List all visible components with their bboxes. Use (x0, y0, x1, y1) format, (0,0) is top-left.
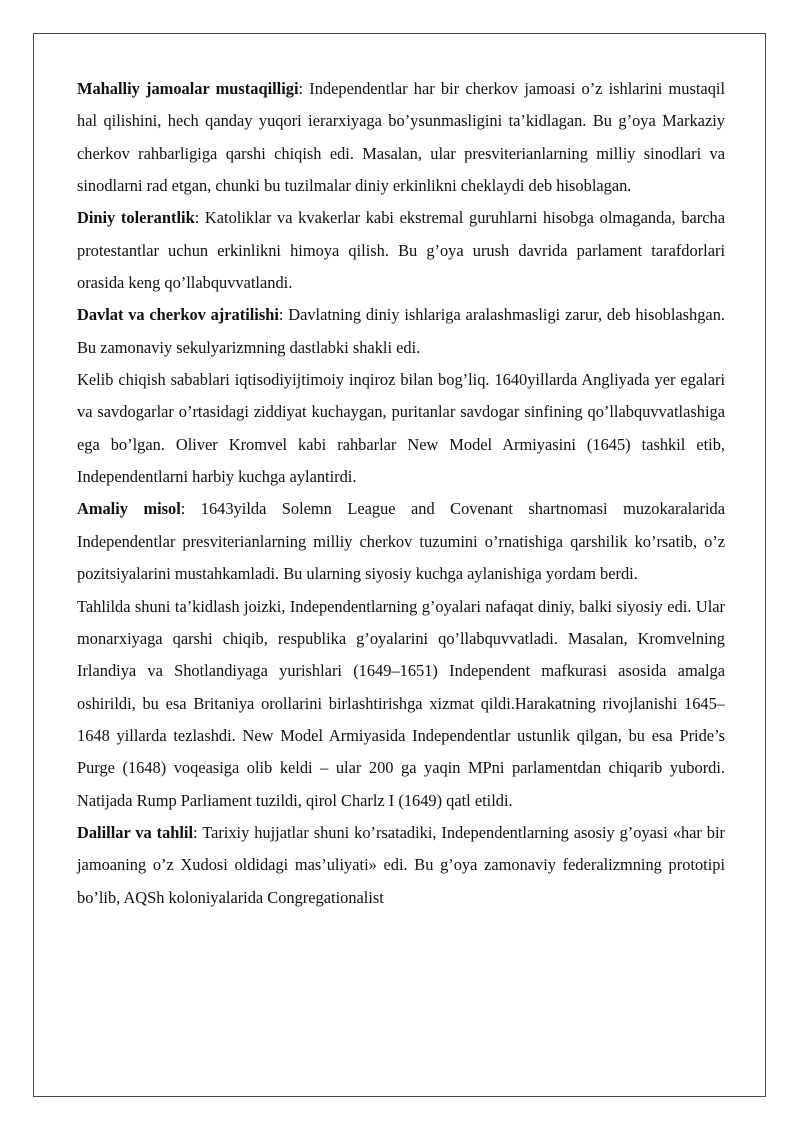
paragraph-text: : 1643yilda Solemn League and Covenant shartnomasi muzokaralarida Independentlar presviterianlarning milliy cherkov tuzumini o’rnatishiga qarshilik ko’rsatib, o’z pozitsiyalarini mustahkamladi. Bu ularning siyosiy kuchga aylanishiga yordam berdi. (77, 499, 725, 584)
paragraph-term: Amaliy misol (77, 499, 181, 519)
paragraph-davlat-cherkov (77, 299, 725, 364)
document-body (77, 73, 725, 914)
paragraph-text: : Katoliklar va kvakerlar kabi ekstremal guruhlarni hisobga olmaganda, barcha protestantlar uchun erkinlikni himoya qilish. Bu g’oya urush davrida parlament tarafdorlari orasida keng qo’llabquvvatlandi. (77, 208, 725, 293)
paragraph-mahalliy-jamoalar (77, 73, 725, 202)
paragraph-kelib-chiqish (77, 364, 725, 493)
paragraph-text: : Davlatning diniy ishlariga aralashmasligi zarur, deb hisoblashgan. Bu zamonaviy sekulyarizmning dastlabki shakli edi. (77, 305, 725, 357)
paragraph-diniy-tolerantlik (77, 202, 725, 299)
paragraph-text: Tahlilda shuni ta’kidlash joizki, Independentlarning g’oyalari nafaqat diniy, balki siyosiy edi. Ular monarxiyaga qarshi chiqib, respublika g’oyalarini qo’llabquvvatladi. Masalan, Kromvelning Irlandiya va Shotlandiyaga yurishlari (1649–1651) Independent mafkurasi asosida amalga oshirildi, bu esa Britaniya orollarini birlashtirishga xizmat qildi.Harakatning rivojlanishi 1645–1648 yillarda tezlashdi. New Model Armiyasida Independentlar ustunlik qilgan, bu esa Pride’s Purge (1648) voqeasiga olib keldi – ular 200 ga yaqin MPni parlamentdan chiqarib yubordi. Natijada Rump Parliament tuzildi, qirol Charlz I (1649) qatl etildi. (77, 596, 725, 810)
paragraph-term: Dalillar va tahlil (77, 822, 194, 842)
paragraph-text: : Tarixiy hujjatlar shuni ko’rsatadiki, Independentlarning asosiy g’oyasi «har bir jamoaning o’z Xudosi oldidagi mas’uliyati» edi. Bu g’oya zamonaviy federalizmning prototipi bo’lib, AQSh koloniyalarida Congregationalist (77, 822, 725, 907)
paragraph-term: Mahalliy jamoalar mustaqilligi (77, 79, 299, 98)
paragraph-dalillar (77, 817, 725, 914)
paragraph-amaliy-misol (77, 493, 725, 590)
paragraph-tahlil (77, 591, 725, 817)
paragraph-text: Kelib chiqish sabablari iqtisodiyijtimoiy inqiroz bilan bog’liq. 1640yillarda Angliyada yer egalari va savdogarlar o’rtasidagi ziddiyat kuchaygan, puritanlar savdogar sinfining qo’llabquvvatlashiga ega bo’lgan. Oliver Kromvel kabi rahbarlar New Model Armiyasini (1645) tashkil etib, Independentlarni harbiy kuchga aylantirdi. (77, 370, 725, 487)
paragraph-term: Diniy tolerantlik (77, 208, 195, 228)
paragraph-term: Davlat va cherkov ajratilishi (77, 305, 279, 325)
paragraph-text: : Independentlar har bir cherkov jamoasi o’z ishlarini mustaqil hal qilishini, hech qanday yuqori ierarxiyaga bo’ysunmasligini ta’kidlagan. Bu g’oya Markaziy cherkov rahbarligiga qarshi chiqish edi. Masalan, ular presviterianlarning milliy sinodlari va sinodlarni rad etgan, chunki bu tuzilmalar diniy erkinlikni cheklaydi deb hisoblagan. (77, 79, 725, 196)
